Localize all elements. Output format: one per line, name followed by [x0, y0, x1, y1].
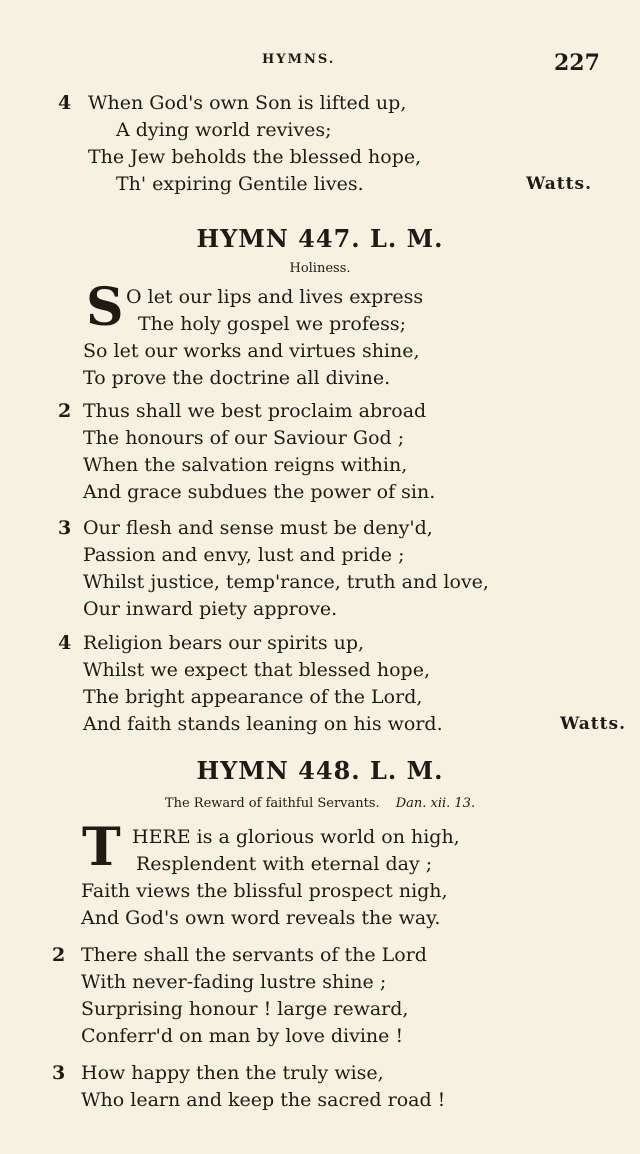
- hymn-447-heading: HYMN 447. L. M.: [196, 224, 444, 253]
- verse-line: To prove the doctrine all divine.: [83, 367, 391, 389]
- verse-line: And God's own word reveals the way.: [81, 907, 441, 929]
- hymn-448-subtitle: [0, 796, 640, 811]
- verse-line: Whilst justice, temp'rance, truth and love,: [83, 571, 489, 593]
- verse-line: When the salvation reigns within,: [83, 454, 408, 476]
- verse-line: The holy gospel we profess;: [138, 313, 407, 335]
- verse-line: Surprising honour ! large reward,: [81, 998, 409, 1020]
- verse-line: With never-fading lustre shine ;: [81, 971, 387, 993]
- verse-line: O let our lips and lives express: [126, 286, 424, 308]
- verse-line: Th' expiring Gentile lives.: [116, 173, 364, 195]
- verse-line: And faith stands leaning on his word.: [83, 713, 443, 735]
- hymn-448-heading: HYMN 448. L. M.: [196, 756, 444, 785]
- scripture-reference: Dan. xii. 13.: [395, 796, 476, 811]
- stanza-number: 3: [58, 517, 72, 539]
- verse-line: Conferr'd on man by love divine !: [81, 1025, 404, 1047]
- verse-line: Passion and envy, lust and pride ;: [83, 544, 405, 566]
- verse-line: When God's own Son is lifted up,: [88, 92, 407, 114]
- verse-line: Thus shall we best proclaim abroad: [83, 400, 427, 422]
- stanza-number: 4: [58, 632, 72, 654]
- running-head: [0, 50, 640, 80]
- verse-line: How happy then the truly wise,: [81, 1062, 384, 1084]
- verse-line: Our flesh and sense must be deny'd,: [83, 517, 433, 539]
- hymn-448-subtitle-text: The Reward of faithful Servants.: [164, 796, 380, 811]
- author-attribution: Watts.: [560, 714, 626, 734]
- verse-line: The bright appearance of the Lord,: [83, 686, 423, 708]
- stanza-number: 3: [52, 1062, 66, 1084]
- verse-line: There shall the servants of the Lord: [81, 944, 427, 966]
- hymn-447-subtitle: Holiness.: [289, 261, 351, 276]
- verse-line: Who learn and keep the sacred road !: [81, 1089, 446, 1111]
- stanza-number: 4: [58, 92, 72, 114]
- verse-line: The honours of our Saviour God ;: [83, 427, 405, 449]
- verse-line: Our inward piety approve.: [83, 598, 338, 620]
- verse-line: Whilst we expect that blessed hope,: [83, 659, 431, 681]
- verse-line: Faith views the blissful prospect nigh,: [81, 880, 448, 902]
- verse-line: A dying world revives;: [116, 119, 332, 141]
- stanza-number: 2: [52, 944, 66, 966]
- author-attribution: Watts.: [526, 174, 592, 194]
- stanza-number: 2: [58, 400, 72, 422]
- verse-line: HERE is a glorious world on high,: [132, 826, 460, 848]
- verse-line: And grace subdues the power of sin.: [83, 481, 436, 503]
- page-number: 227: [554, 50, 600, 76]
- running-title: HYMNS.: [262, 52, 336, 67]
- drop-cap: S: [86, 277, 124, 338]
- drop-cap: T: [82, 817, 121, 878]
- verse-line: So let our works and virtues shine,: [83, 340, 420, 362]
- verse-line: Religion bears our spirits up,: [83, 632, 365, 654]
- verse-line: Resplendent with eternal day ;: [136, 853, 433, 875]
- verse-line: The Jew beholds the blessed hope,: [88, 146, 422, 168]
